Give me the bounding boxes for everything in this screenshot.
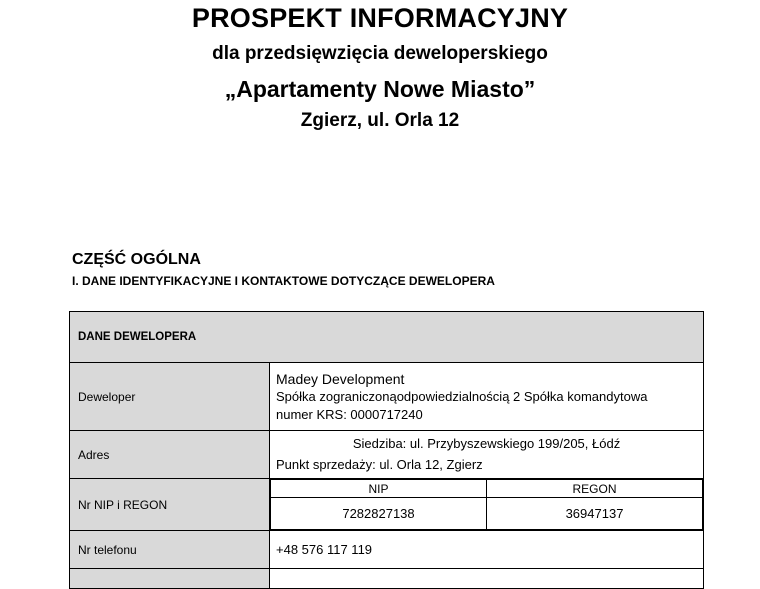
next-row-label	[70, 569, 270, 589]
nip-header: NIP	[271, 480, 487, 498]
table-header: DANE DEWELOPERA	[70, 312, 704, 363]
table-row-nip-regon	[70, 479, 704, 531]
regon-header: REGON	[487, 480, 703, 498]
address-seat: Siedziba: ul. Przybyszewskiego 199/205, Łódź	[352, 435, 621, 451]
table-row-phone	[70, 531, 704, 569]
document-title: PROSPEKT INFORMACYJNY	[191, 3, 569, 33]
nip-value: 7282827138	[271, 498, 487, 530]
developer-company: Spółka zograniczonąodpowiedzialnością 2 Spółka komandytowa	[276, 388, 648, 404]
project-location: Zgierz, ul. Orla 12	[300, 110, 460, 131]
phone-value-cell	[270, 531, 704, 569]
nip-regon-label: Nr NIP i REGON	[70, 479, 270, 531]
phone-label: Nr telefonu	[70, 531, 270, 569]
developer-label: Deweloper	[70, 363, 270, 431]
table-row-address	[70, 431, 704, 479]
table-row-next	[70, 569, 704, 589]
phone-value: +48 576 117 119	[276, 541, 373, 557]
developer-name: Madey Development	[276, 370, 405, 387]
developer-value	[270, 363, 704, 431]
address-label: Adres	[70, 431, 270, 479]
regon-value: 36947137	[487, 498, 703, 530]
address-sales-point: Punkt sprzedaży: ul. Orla 12, Zgierz	[276, 456, 483, 472]
nip-regon-value	[270, 479, 704, 531]
next-row-value	[270, 569, 704, 589]
nip-regon-subtable	[270, 479, 703, 530]
section-subtitle: I. DANE IDENTYFIKACYJNE I KONTAKTOWE DOTYCZĄCE DEWELOPERA	[72, 274, 495, 288]
address-value	[270, 431, 704, 479]
document-subtitle: dla przedsięwzięcia deweloperskiego	[212, 43, 548, 64]
table-row-developer	[70, 363, 704, 431]
section-title: CZĘŚĆ OGÓLNA	[72, 251, 201, 268]
developer-krs: numer KRS: 0000717240	[276, 406, 423, 422]
table-header-row	[70, 312, 704, 363]
project-name: „Apartamenty Nowe Miasto”	[224, 76, 536, 102]
developer-data-table	[69, 311, 704, 589]
